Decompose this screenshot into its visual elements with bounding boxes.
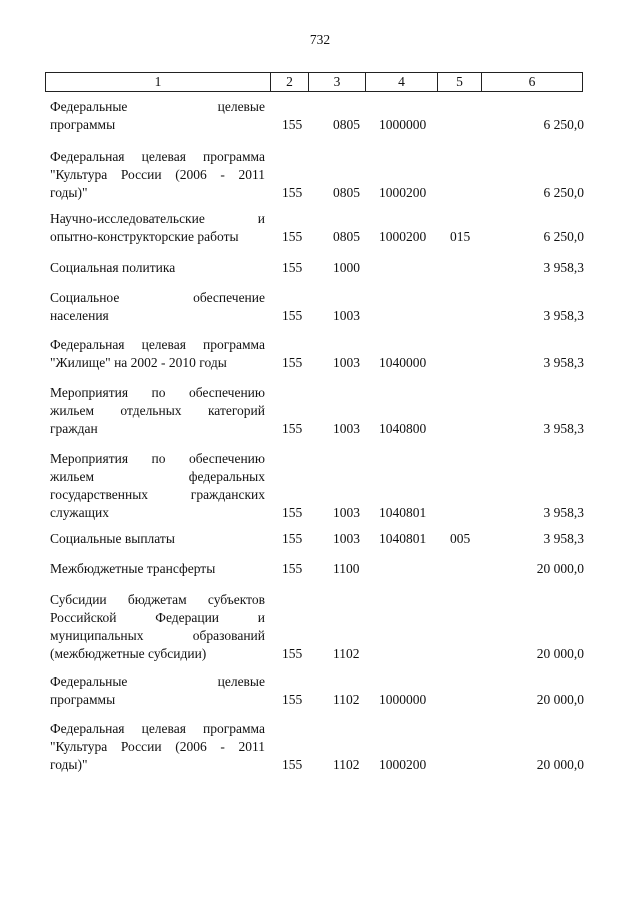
description-line: Федеральная целевая программа [50, 721, 265, 736]
description-line: Социальное обеспечение [50, 290, 265, 305]
description-line: годы)" [50, 185, 88, 200]
description-line: программы [50, 117, 116, 132]
description-line: Субсидии бюджетам субъектов [50, 592, 265, 607]
cell-c2: 155 [282, 355, 303, 370]
cell-c4: 1000200 [379, 185, 427, 200]
cell-c6: 20 000,0 [536, 561, 584, 576]
table-row [0, 336, 640, 372]
table-row [0, 148, 640, 202]
header-col-5: 5 [438, 73, 482, 91]
description-line: муниципальных образований [50, 628, 265, 643]
cell-c3: 1003 [333, 531, 360, 546]
description-line: Межбюджетные трансферты [50, 561, 216, 576]
cell-c6: 3 958,3 [543, 531, 584, 546]
cell-c3: 0805 [333, 117, 360, 132]
table-row [0, 259, 640, 277]
cell-c4: 1040000 [379, 355, 427, 370]
cell-c3: 0805 [333, 229, 360, 244]
row-description [50, 720, 265, 774]
table-row [0, 384, 640, 438]
description-line: "Культура России (2006 - 2011 [50, 167, 265, 182]
cell-c2: 155 [282, 308, 303, 323]
cell-c2: 155 [282, 117, 303, 132]
cell-c6: 20 000,0 [536, 757, 584, 772]
cell-c2: 155 [282, 692, 303, 707]
cell-c3: 1102 [333, 646, 360, 661]
description-line: жильем отдельных категорий [50, 403, 265, 418]
description-line: населения [50, 308, 109, 323]
description-line: Федеральная целевая программа [50, 337, 265, 352]
cell-c6: 3 958,3 [543, 260, 584, 275]
header-col-4: 4 [366, 73, 438, 91]
cell-c6: 20 000,0 [536, 646, 584, 661]
cell-c2: 155 [282, 260, 303, 275]
cell-c2: 155 [282, 185, 303, 200]
cell-c3: 1102 [333, 692, 360, 707]
cell-c5: 005 [450, 531, 471, 546]
cell-c4: 1000200 [379, 229, 427, 244]
description-line: "Жилище" на 2002 - 2010 годы [50, 355, 227, 370]
table-row [0, 98, 640, 134]
cell-c6: 6 250,0 [543, 117, 584, 132]
cell-c2: 155 [282, 531, 303, 546]
cell-c4: 1040801 [379, 505, 427, 520]
cell-c4: 1040801 [379, 531, 427, 546]
header-col-1: 1 [46, 73, 271, 91]
description-line: государственных гражданских [50, 487, 265, 502]
description-line: Федеральные целевые [50, 674, 265, 689]
cell-c4: 1000200 [379, 757, 427, 772]
description-line: Мероприятия по обеспечению [50, 451, 265, 466]
description-line: Российской Федерации и [50, 610, 265, 625]
header-col-6: 6 [528, 74, 536, 89]
cell-c6: 3 958,3 [543, 308, 584, 323]
description-line: граждан [50, 421, 98, 436]
description-line: Научно-исследовательские и [50, 211, 265, 226]
cell-c3: 1102 [333, 757, 360, 772]
description-line: "Культура России (2006 - 2011 [50, 739, 265, 754]
cell-c2: 155 [282, 757, 303, 772]
row-description [50, 148, 265, 202]
cell-c6: 3 958,3 [543, 421, 584, 436]
cell-c6: 6 250,0 [543, 229, 584, 244]
table-row [0, 560, 640, 578]
row-description [50, 560, 265, 578]
description-line: Социальные выплаты [50, 531, 175, 546]
cell-c3: 1003 [333, 421, 360, 436]
cell-c3: 1003 [333, 308, 360, 323]
cell-c5: 015 [450, 229, 471, 244]
row-description [50, 530, 265, 548]
description-line: Мероприятия по обеспечению [50, 385, 265, 400]
cell-c2: 155 [282, 229, 303, 244]
description-line: годы)" [50, 757, 88, 772]
table-row [0, 289, 640, 325]
row-description [50, 289, 265, 325]
cell-c4: 1040800 [379, 421, 427, 436]
description-line: Федеральная целевая программа [50, 149, 265, 164]
cell-c3: 1100 [333, 561, 360, 576]
row-description [50, 259, 265, 277]
description-line: Социальная политика [50, 260, 176, 275]
header-col-2: 2 [271, 73, 309, 91]
table-row [0, 530, 640, 548]
table-row [0, 210, 640, 246]
cell-c6: 20 000,0 [536, 692, 584, 707]
row-description [50, 673, 265, 709]
row-description [50, 591, 265, 663]
cell-c4: 1000000 [379, 117, 427, 132]
cell-c3: 1000 [333, 260, 360, 275]
cell-c3: 1003 [333, 355, 360, 370]
description-line: программы [50, 692, 116, 707]
table-row [0, 673, 640, 709]
description-line: опытно-конструкторские работы [50, 229, 239, 244]
row-description [50, 384, 265, 438]
row-description [50, 210, 265, 246]
row-description [50, 336, 265, 372]
description-line: жильем федеральных [50, 469, 265, 484]
cell-c6: 6 250,0 [543, 185, 584, 200]
table-header [45, 72, 583, 92]
table-row [0, 450, 640, 522]
table-row [0, 720, 640, 774]
description-line: служащих [50, 505, 109, 520]
cell-c3: 1003 [333, 505, 360, 520]
description-line: (межбюджетные субсидии) [50, 646, 207, 661]
cell-c2: 155 [282, 561, 303, 576]
cell-c3: 0805 [333, 185, 360, 200]
row-description [50, 98, 265, 134]
row-description [50, 450, 265, 522]
cell-c6: 3 958,3 [543, 505, 584, 520]
cell-c2: 155 [282, 421, 303, 436]
cell-c6: 3 958,3 [543, 355, 584, 370]
description-line: Федеральные целевые [50, 99, 265, 114]
table-row [0, 591, 640, 663]
cell-c2: 155 [282, 505, 303, 520]
cell-c4: 1000000 [379, 692, 427, 707]
page-number: 732 [309, 32, 331, 47]
header-col-3: 3 [309, 73, 366, 91]
cell-c2: 155 [282, 646, 303, 661]
